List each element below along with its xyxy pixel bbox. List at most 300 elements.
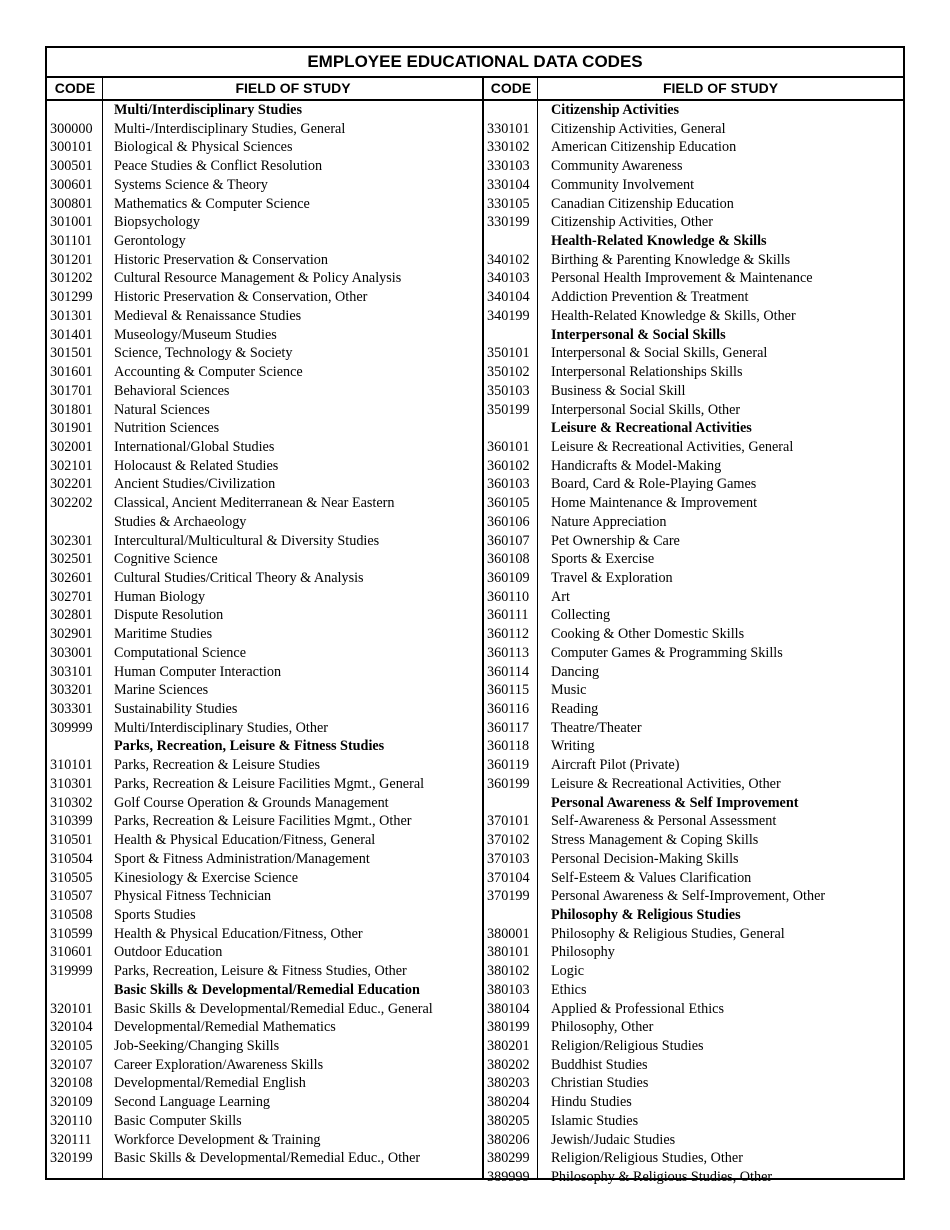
table-row bbox=[484, 307, 903, 326]
field-of-study-cell: Interpersonal Social Skills, Other bbox=[551, 401, 741, 418]
code-cell: 370101 bbox=[487, 813, 530, 830]
table-row bbox=[484, 251, 903, 270]
field-of-study-cell: Peace Studies & Conflict Resolution bbox=[114, 158, 323, 175]
code-cell: 302301 bbox=[50, 532, 93, 549]
field-of-study-cell: Jewish/Judaic Studies bbox=[551, 1131, 676, 1148]
code-cell: 370104 bbox=[487, 869, 530, 886]
table-row bbox=[47, 906, 482, 925]
table-row bbox=[484, 850, 903, 869]
field-of-study-cell: Cooking & Other Domestic Skills bbox=[551, 626, 745, 643]
table-row bbox=[47, 719, 482, 738]
table-row bbox=[484, 681, 903, 700]
field-of-study-cell: Philosophy & Religious Studies, General bbox=[551, 925, 785, 942]
section-heading-row bbox=[47, 737, 482, 756]
field-of-study-cell: Community Awareness bbox=[551, 158, 683, 175]
field-of-study-cell: Ancient Studies/Civilization bbox=[114, 476, 276, 493]
code-cell: 302101 bbox=[50, 457, 93, 474]
code-cell: 380206 bbox=[487, 1131, 530, 1148]
table-row bbox=[484, 869, 903, 888]
table-row bbox=[47, 943, 482, 962]
code-cell: 320105 bbox=[50, 1038, 93, 1054]
table-row bbox=[47, 419, 482, 438]
table-row bbox=[47, 269, 482, 288]
field-of-study-cell: Holocaust & Related Studies bbox=[114, 457, 279, 474]
code-cell: 360117 bbox=[487, 719, 530, 736]
code-cell: 320110 bbox=[50, 1112, 93, 1129]
code-cell: 360114 bbox=[487, 663, 530, 680]
field-of-study-cell: Personal Health Improvement & Maintenance bbox=[551, 270, 813, 287]
field-of-study-cell: Health & Physical Education/Fitness, Other bbox=[114, 925, 363, 942]
code-cell: 330105 bbox=[487, 195, 530, 212]
field-of-study-cell: Marine Sciences bbox=[114, 682, 209, 699]
field-header-right: FIELD OF STUDY bbox=[538, 76, 903, 101]
code-cell: 340199 bbox=[487, 307, 530, 324]
table-row bbox=[47, 1131, 482, 1150]
table-row bbox=[484, 138, 903, 157]
section-heading-row bbox=[484, 794, 903, 813]
field-of-study-cell: Birthing & Parenting Knowledge & Skills bbox=[551, 251, 791, 268]
table-row bbox=[47, 382, 482, 401]
section-heading: Basic Skills & Developmental/Remedial Education bbox=[114, 981, 420, 998]
field-of-study-cell: Cultural Studies/Critical Theory & Analysis bbox=[114, 570, 364, 586]
code-cell: 301401 bbox=[50, 326, 93, 343]
code-cell: 320111 bbox=[50, 1131, 92, 1148]
field-of-study-cell: Second Language Learning bbox=[114, 1094, 271, 1111]
code-cell: 310399 bbox=[50, 813, 93, 830]
table-row bbox=[484, 663, 903, 682]
field-of-study-cell: Multi/Interdisciplinary Studies, Other bbox=[114, 719, 328, 736]
table-row bbox=[47, 925, 482, 944]
table-row bbox=[47, 532, 482, 551]
field-of-study-cell: Gerontology bbox=[114, 233, 186, 250]
code-cell: 380103 bbox=[487, 981, 530, 998]
field-of-study-cell: Board, Card & Role-Playing Games bbox=[551, 476, 757, 493]
code-cell: 360105 bbox=[487, 495, 530, 512]
code-cell: 301101 bbox=[50, 233, 93, 250]
code-cell: 302202 bbox=[50, 495, 93, 512]
code-cell: 360118 bbox=[487, 738, 530, 755]
table-row bbox=[484, 1168, 903, 1187]
code-cell: 302201 bbox=[50, 476, 93, 493]
field-of-study-cell: Museology/Museum Studies bbox=[114, 326, 277, 343]
field-of-study-cell: Buddhist Studies bbox=[551, 1056, 648, 1073]
table-row bbox=[47, 700, 482, 719]
code-cell: 330104 bbox=[487, 176, 530, 193]
code-cell: 310508 bbox=[50, 906, 93, 923]
table-row bbox=[47, 588, 482, 607]
field-of-study-cell: Biological & Physical Sciences bbox=[114, 139, 293, 156]
section-heading: Health-Related Knowledge & Skills bbox=[551, 233, 767, 250]
field-of-study-cell: Biopsychology bbox=[114, 214, 200, 231]
code-cell: 360199 bbox=[487, 775, 530, 792]
field-of-study-cell: Christian Studies bbox=[551, 1075, 649, 1092]
code-cell: 320109 bbox=[50, 1094, 93, 1111]
table-row bbox=[47, 138, 482, 157]
field-of-study-cell: American Citizenship Education bbox=[551, 139, 737, 156]
field-of-study-cell: Philosophy, Other bbox=[551, 1019, 654, 1036]
field-of-study-cell: Health & Physical Education/Fitness, General bbox=[114, 832, 376, 849]
field-of-study-cell: Dancing bbox=[551, 663, 600, 680]
code-cell: 310505 bbox=[50, 869, 93, 886]
section-heading: Parks, Recreation, Leisure & Fitness Studies bbox=[114, 738, 385, 755]
table-row bbox=[484, 1074, 903, 1093]
field-of-study-cell: Citizenship Activities, General bbox=[551, 120, 726, 137]
table-row bbox=[47, 363, 482, 382]
field-of-study-cell: Health-Related Knowledge & Skills, Other bbox=[551, 307, 796, 324]
table-row bbox=[484, 943, 903, 962]
code-cell: 300000 bbox=[50, 120, 93, 137]
table-row bbox=[47, 775, 482, 794]
code-cell: 300101 bbox=[50, 139, 93, 156]
field-of-study-cell: Accounting & Computer Science bbox=[114, 364, 303, 381]
field-of-study-cell: Developmental/Remedial Mathematics bbox=[114, 1019, 336, 1036]
code-cell: 301601 bbox=[50, 364, 93, 381]
code-cell: 380101 bbox=[487, 944, 530, 961]
code-cell: 320108 bbox=[50, 1075, 93, 1092]
table-row bbox=[484, 288, 903, 307]
table-row bbox=[47, 176, 482, 195]
code-cell: 310101 bbox=[50, 757, 93, 774]
table-row bbox=[484, 925, 903, 944]
field-of-study-cell: Dispute Resolution bbox=[114, 607, 224, 624]
table-row bbox=[484, 157, 903, 176]
table-row bbox=[484, 475, 903, 494]
code-cell: 380204 bbox=[487, 1094, 530, 1111]
code-cell: 360102 bbox=[487, 457, 530, 474]
code-cell: 380199 bbox=[487, 1019, 530, 1036]
code-cell: 300801 bbox=[50, 195, 93, 212]
field-of-study-cell: Human Computer Interaction bbox=[114, 663, 282, 680]
code-cell: 380001 bbox=[487, 925, 530, 942]
code-cell: 389999 bbox=[487, 1169, 530, 1186]
table-title: EMPLOYEE EDUCATIONAL DATA CODES bbox=[47, 48, 903, 78]
code-cell: 370102 bbox=[487, 832, 530, 849]
table-row bbox=[47, 812, 482, 831]
table-row bbox=[47, 475, 482, 494]
code-cell: 301801 bbox=[50, 401, 93, 418]
table-row bbox=[47, 550, 482, 569]
table-row bbox=[47, 887, 482, 906]
code-cell: 380202 bbox=[487, 1056, 530, 1073]
code-cell: 302801 bbox=[50, 607, 93, 624]
table-row bbox=[47, 1112, 482, 1131]
table-row bbox=[484, 1093, 903, 1112]
field-of-study-cell: Religion/Religious Studies, Other bbox=[551, 1150, 743, 1167]
code-cell: 302601 bbox=[50, 570, 93, 586]
field-of-study-cell: Leisure & Recreational Activities, Other bbox=[551, 775, 781, 792]
code-cell: 310599 bbox=[50, 925, 93, 942]
field-of-study-cell: Hindu Studies bbox=[551, 1094, 632, 1111]
table-row bbox=[47, 195, 482, 214]
field-of-study-cell: Philosophy bbox=[551, 944, 615, 961]
code-cell: 360106 bbox=[487, 513, 530, 530]
section-heading: Philosophy & Religious Studies bbox=[551, 906, 741, 923]
code-cell: 380201 bbox=[487, 1038, 530, 1054]
table-row bbox=[47, 457, 482, 476]
code-cell: 350101 bbox=[487, 345, 530, 362]
table-row bbox=[484, 438, 903, 457]
code-cell: 380299 bbox=[487, 1150, 530, 1167]
code-cell: 310301 bbox=[50, 775, 93, 792]
table-row bbox=[484, 1131, 903, 1150]
section-heading: Multi/Interdisciplinary Studies bbox=[114, 102, 303, 118]
field-of-study-cell: Developmental/Remedial English bbox=[114, 1075, 306, 1092]
table-row bbox=[47, 494, 482, 513]
field-of-study-cell: Golf Course Operation & Grounds Management bbox=[114, 794, 389, 811]
field-of-study-cell: Natural Sciences bbox=[114, 401, 210, 418]
table-row bbox=[484, 120, 903, 139]
code-header-right: CODE bbox=[484, 76, 538, 101]
section-heading-row bbox=[484, 326, 903, 345]
table-row bbox=[484, 363, 903, 382]
section-heading-row bbox=[484, 419, 903, 438]
field-of-study-cell: Historic Preservation & Conservation, Other bbox=[114, 289, 368, 306]
table-row bbox=[484, 344, 903, 363]
code-cell: 319999 bbox=[50, 963, 93, 980]
field-of-study-cell: Parks, Recreation & Leisure Facilities Mgmt., General bbox=[114, 775, 425, 792]
code-cell: 303201 bbox=[50, 682, 93, 699]
field-of-study-cell: Art bbox=[551, 588, 570, 605]
field-of-study-cell: Intercultural/Multicultural & Diversity Studies bbox=[114, 532, 380, 549]
field-of-study-cell: Logic bbox=[551, 963, 585, 980]
table-row bbox=[47, 1018, 482, 1037]
table-row bbox=[484, 756, 903, 775]
code-cell: 360109 bbox=[487, 570, 530, 586]
field-of-study-cell: Ethics bbox=[551, 981, 587, 998]
field-of-study-cell: Collecting bbox=[551, 607, 611, 624]
table-row bbox=[47, 681, 482, 700]
field-of-study-cell: Islamic Studies bbox=[551, 1112, 639, 1129]
table-row bbox=[484, 1018, 903, 1037]
table-row bbox=[484, 513, 903, 532]
table-row bbox=[484, 812, 903, 831]
table-row bbox=[47, 1037, 482, 1056]
table-row bbox=[47, 625, 482, 644]
table-row bbox=[47, 307, 482, 326]
table-row bbox=[484, 588, 903, 607]
field-of-study-cell: Human Biology bbox=[114, 588, 206, 605]
table-row bbox=[484, 550, 903, 569]
code-cell: 302901 bbox=[50, 626, 93, 643]
field-of-study-cell: Leisure & Recreational Activities, General bbox=[551, 438, 794, 455]
code-cell: 320104 bbox=[50, 1019, 93, 1036]
field-of-study-cell: Writing bbox=[551, 738, 595, 755]
table-row bbox=[47, 344, 482, 363]
code-cell: 360107 bbox=[487, 532, 530, 549]
code-cell: 303101 bbox=[50, 663, 93, 680]
table-row bbox=[47, 1074, 482, 1093]
field-of-study-cell: Parks, Recreation & Leisure Facilities Mgmt., Other bbox=[114, 813, 412, 830]
code-cell: 350199 bbox=[487, 401, 530, 418]
field-of-study-cell: Science, Technology & Society bbox=[114, 345, 293, 362]
field-of-study-cell: Basic Skills & Developmental/Remedial Educ., Other bbox=[114, 1150, 421, 1167]
code-cell: 350102 bbox=[487, 364, 530, 381]
table-row bbox=[47, 794, 482, 813]
table-row bbox=[484, 1149, 903, 1168]
section-heading: Interpersonal & Social Skills bbox=[551, 326, 726, 343]
table-row bbox=[484, 606, 903, 625]
table-row bbox=[47, 663, 482, 682]
field-of-study-cell: Mathematics & Computer Science bbox=[114, 195, 310, 212]
field-of-study-cell: Interpersonal & Social Skills, General bbox=[551, 345, 768, 362]
table-row bbox=[484, 532, 903, 551]
code-cell: 301001 bbox=[50, 214, 93, 231]
field-of-study-cell: Applied & Professional Ethics bbox=[551, 1000, 724, 1017]
field-of-study-cell: Sports & Exercise bbox=[551, 551, 655, 568]
code-cell: 301201 bbox=[50, 251, 93, 268]
table-row bbox=[484, 775, 903, 794]
table-row bbox=[484, 457, 903, 476]
code-cell: 360108 bbox=[487, 551, 530, 568]
field-of-study-cell: Personal Decision-Making Skills bbox=[551, 850, 739, 867]
table-row bbox=[47, 251, 482, 270]
table-row bbox=[484, 176, 903, 195]
table-row bbox=[47, 962, 482, 981]
field-of-study-cell: Kinesiology & Exercise Science bbox=[114, 869, 298, 886]
field-of-study-cell: Career Exploration/Awareness Skills bbox=[114, 1056, 324, 1073]
table-row bbox=[47, 213, 482, 232]
field-of-study-cell: Citizenship Activities, Other bbox=[551, 214, 713, 231]
table-row bbox=[484, 382, 903, 401]
field-of-study-cell: Parks, Recreation, Leisure & Fitness Studies, Other bbox=[114, 963, 407, 980]
table-row bbox=[47, 850, 482, 869]
table-row bbox=[47, 644, 482, 663]
field-of-study-cell: Workforce Development & Training bbox=[114, 1131, 321, 1148]
code-cell: 360119 bbox=[487, 757, 530, 774]
table-row bbox=[484, 1000, 903, 1019]
code-cell: 360116 bbox=[487, 701, 530, 718]
field-of-study-cell: Outdoor Education bbox=[114, 944, 223, 961]
field-of-study-cell: Computational Science bbox=[114, 644, 246, 661]
table-row bbox=[484, 1037, 903, 1056]
table-row bbox=[484, 401, 903, 420]
field-of-study-cell: Sports Studies bbox=[114, 906, 196, 923]
field-of-study-cell: Sustainability Studies bbox=[114, 701, 238, 718]
field-of-study-cell: Nature Appreciation bbox=[551, 513, 667, 530]
field-of-study-cell: Classical, Ancient Mediterranean & Near Eastern bbox=[114, 495, 395, 512]
code-cell: 360113 bbox=[487, 644, 530, 661]
table-row bbox=[47, 513, 482, 532]
field-of-study-cell: Religion/Religious Studies bbox=[551, 1038, 704, 1054]
field-of-study-cell: Reading bbox=[551, 701, 599, 718]
code-cell: 303301 bbox=[50, 701, 93, 718]
field-of-study-cell: Canadian Citizenship Education bbox=[551, 195, 734, 212]
field-header-left: FIELD OF STUDY bbox=[103, 76, 483, 101]
field-of-study-cell: Handicrafts & Model-Making bbox=[551, 457, 722, 474]
section-heading-row bbox=[47, 981, 482, 1000]
code-cell: 360111 bbox=[487, 607, 529, 624]
code-cell: 360110 bbox=[487, 588, 530, 605]
field-of-study-cell: Historic Preservation & Conservation bbox=[114, 251, 328, 268]
table-row bbox=[47, 831, 482, 850]
code-cell: 330199 bbox=[487, 214, 530, 231]
table-row bbox=[484, 719, 903, 738]
section-heading: Citizenship Activities bbox=[551, 102, 680, 118]
table-row bbox=[484, 962, 903, 981]
field-of-study-cell: Self-Esteem & Values Clarification bbox=[551, 869, 752, 886]
code-cell: 301202 bbox=[50, 270, 93, 287]
table-row bbox=[47, 606, 482, 625]
table-row bbox=[484, 1056, 903, 1075]
field-of-study-cell: Medieval & Renaissance Studies bbox=[114, 307, 302, 324]
field-of-study-cell: Interpersonal Relationships Skills bbox=[551, 364, 743, 381]
table-row bbox=[484, 195, 903, 214]
table-row bbox=[484, 700, 903, 719]
field-of-study-cell: Addiction Prevention & Treatment bbox=[551, 289, 749, 306]
code-cell: 380203 bbox=[487, 1075, 530, 1092]
table-row bbox=[47, 120, 482, 139]
table-row bbox=[47, 288, 482, 307]
code-cell: 340103 bbox=[487, 270, 530, 287]
field-of-study-cell: Cognitive Science bbox=[114, 551, 218, 568]
table-row bbox=[484, 887, 903, 906]
code-cell: 320199 bbox=[50, 1150, 93, 1167]
field-of-study-cell: Studies & Archaeology bbox=[114, 513, 247, 530]
code-cell: 380102 bbox=[487, 963, 530, 980]
section-heading: Personal Awareness & Self Improvement bbox=[551, 794, 799, 811]
code-cell: 310501 bbox=[50, 832, 93, 849]
code-cell: 370199 bbox=[487, 888, 530, 905]
code-cell: 360101 bbox=[487, 438, 530, 455]
code-cell: 320107 bbox=[50, 1056, 93, 1073]
field-of-study-cell: Parks, Recreation & Leisure Studies bbox=[114, 757, 321, 774]
table-row bbox=[47, 1000, 482, 1019]
field-of-study-cell: Systems Science & Theory bbox=[114, 176, 268, 193]
field-of-study-cell: Philosophy & Religious Studies, Other bbox=[551, 1169, 773, 1186]
code-cell: 330101 bbox=[487, 120, 530, 137]
code-cell: 300601 bbox=[50, 176, 93, 193]
code-cell: 301301 bbox=[50, 307, 93, 324]
table-row bbox=[47, 756, 482, 775]
field-of-study-cell: Stress Management & Coping Skills bbox=[551, 832, 759, 849]
field-of-study-cell: Nutrition Sciences bbox=[114, 420, 220, 437]
field-of-study-cell: Computer Games & Programming Skills bbox=[551, 644, 783, 661]
table-row bbox=[47, 157, 482, 176]
section-heading-row bbox=[484, 906, 903, 925]
code-cell: 370103 bbox=[487, 850, 530, 867]
table-row bbox=[484, 981, 903, 1000]
table-row bbox=[47, 1056, 482, 1075]
field-of-study-cell: Maritime Studies bbox=[114, 626, 213, 643]
code-cell: 360112 bbox=[487, 626, 530, 643]
code-cell: 302701 bbox=[50, 588, 93, 605]
table-row bbox=[484, 737, 903, 756]
table-row bbox=[484, 831, 903, 850]
table-row bbox=[484, 213, 903, 232]
section-heading-row bbox=[484, 101, 903, 120]
table-row bbox=[47, 1093, 482, 1112]
table-row bbox=[47, 569, 482, 588]
table-row bbox=[47, 1149, 482, 1168]
code-cell: 302501 bbox=[50, 551, 93, 568]
field-of-study-cell: Sport & Fitness Administration/Management bbox=[114, 850, 370, 867]
field-of-study-cell: Community Involvement bbox=[551, 176, 695, 193]
field-of-study-cell: Cultural Resource Management & Policy Analysis bbox=[114, 270, 402, 287]
field-of-study-cell: Basic Skills & Developmental/Remedial Educ., General bbox=[114, 1000, 433, 1017]
field-of-study-cell: Personal Awareness & Self-Improvement, Other bbox=[551, 888, 826, 905]
code-cell: 301501 bbox=[50, 345, 93, 362]
field-of-study-cell: Self-Awareness & Personal Assessment bbox=[551, 813, 777, 830]
field-of-study-cell: Behavioral Sciences bbox=[114, 382, 230, 399]
code-cell: 301701 bbox=[50, 382, 93, 399]
field-of-study-cell: Aircraft Pilot (Private) bbox=[551, 757, 680, 774]
code-cell: 330102 bbox=[487, 139, 530, 156]
field-of-study-cell: Physical Fitness Technician bbox=[114, 888, 272, 905]
section-heading: Leisure & Recreational Activities bbox=[551, 420, 752, 437]
table-row bbox=[47, 438, 482, 457]
code-cell: 380104 bbox=[487, 1000, 530, 1017]
code-cell: 302001 bbox=[50, 438, 93, 455]
